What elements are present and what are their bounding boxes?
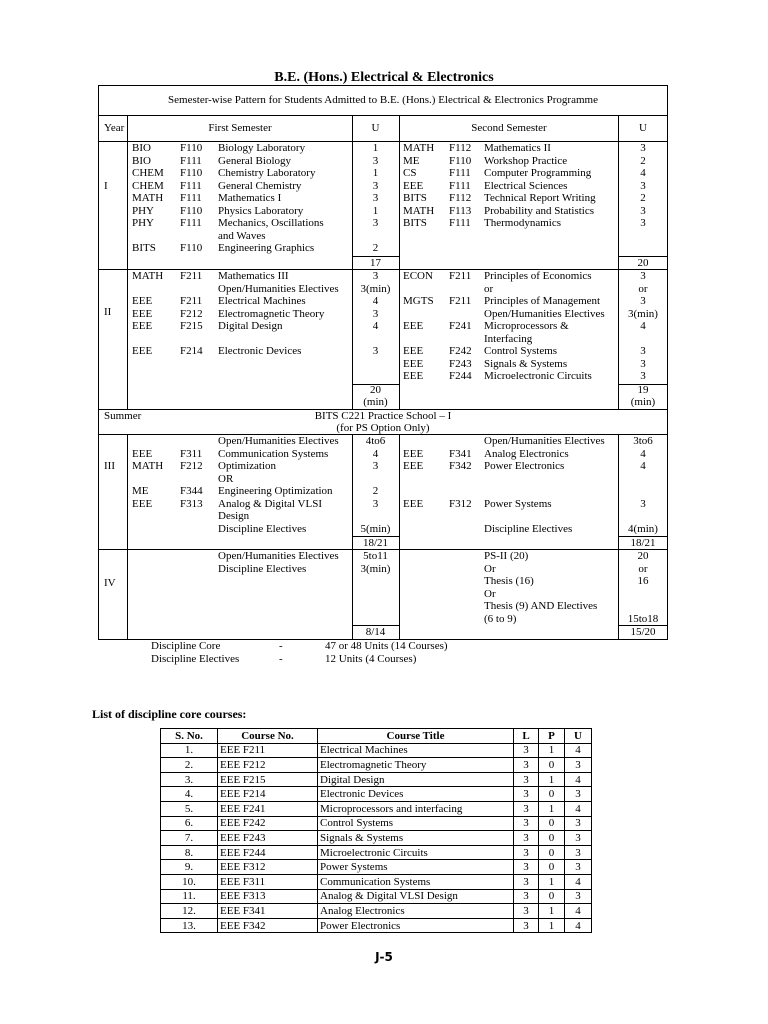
cell-course-title: Microprocessors and interfacing bbox=[318, 801, 514, 816]
cell-text: F211 bbox=[180, 295, 203, 307]
cell-text: 16 bbox=[637, 575, 649, 587]
table-row bbox=[161, 874, 592, 889]
cell-text: Probability and Statistics bbox=[484, 204, 594, 217]
page-number: J-5 bbox=[375, 950, 393, 964]
cell-text: 1 bbox=[372, 167, 379, 179]
year2-second-total: 19 bbox=[637, 384, 649, 396]
table-row bbox=[161, 787, 592, 802]
cell-sno: 6. bbox=[161, 816, 218, 831]
cell-text: Open/Humanities Electives bbox=[218, 435, 339, 447]
cell-u: 4 bbox=[565, 743, 592, 758]
cell-text: Chemistry Laboratory bbox=[218, 167, 316, 179]
cell-text: 4 bbox=[640, 460, 646, 472]
cell-text: 3 bbox=[640, 204, 646, 217]
cell-text: F110 bbox=[180, 167, 203, 179]
cell-sno: 13. bbox=[161, 918, 218, 933]
cell-text: 4 bbox=[640, 447, 646, 460]
cell-text: 3(min) bbox=[628, 307, 658, 320]
cell-text: EEE bbox=[132, 307, 153, 320]
cell-course-title: Digital Design bbox=[318, 772, 514, 787]
cell-p: 1 bbox=[539, 904, 565, 919]
cell-text: BITS bbox=[132, 242, 156, 254]
cell-text: Discipline Electives bbox=[218, 522, 307, 535]
cell-text: Power Electronics bbox=[484, 460, 565, 472]
cell-text: BITS bbox=[403, 217, 427, 229]
cell-course-title: Power Electronics bbox=[318, 918, 514, 933]
cell-text: F244 bbox=[449, 370, 472, 382]
cell-text: EEE bbox=[403, 370, 424, 382]
cell-text: 3(min) bbox=[360, 562, 391, 575]
cell-text: EEE bbox=[403, 447, 424, 460]
year1-first-total: 17 bbox=[370, 257, 381, 269]
cell-course-no: EEE F312 bbox=[218, 860, 318, 875]
cell-p: 1 bbox=[539, 743, 565, 758]
cell-text: 4 bbox=[372, 447, 379, 460]
header-year: Year bbox=[104, 122, 125, 134]
cell-course-title: Electrical Machines bbox=[318, 743, 514, 758]
cell-sno: 9. bbox=[161, 860, 218, 875]
cell-l: 3 bbox=[514, 889, 539, 904]
cell-u: 3 bbox=[565, 816, 592, 831]
table-row bbox=[161, 860, 592, 875]
cell-course-title: Microelectronic Circuits bbox=[318, 845, 514, 860]
cell-course-no: EEE F341 bbox=[218, 904, 318, 919]
cell-text: F110 bbox=[180, 142, 203, 154]
cell-text: 20 bbox=[637, 550, 649, 562]
cell-l: 3 bbox=[514, 772, 539, 787]
cell-text: 3 bbox=[372, 345, 379, 357]
cell-text: Technical Report Writing bbox=[484, 192, 596, 204]
cell-p: 0 bbox=[539, 860, 565, 875]
cell-l: 3 bbox=[514, 801, 539, 816]
year-label-4: IV bbox=[104, 577, 116, 589]
cell-text: Principles of Management bbox=[484, 295, 601, 307]
cell-text: EEE bbox=[132, 320, 153, 332]
cell-text: F110 bbox=[180, 242, 203, 254]
cell-p: 1 bbox=[539, 918, 565, 933]
cell-text: MATH bbox=[132, 192, 164, 204]
cell-text: Electromagnetic Theory bbox=[218, 307, 325, 320]
cell-course-no: EEE F342 bbox=[218, 918, 318, 933]
cell-text: 4 bbox=[372, 295, 379, 307]
cell-u: 3 bbox=[565, 787, 592, 802]
cell-text: EEE bbox=[132, 497, 153, 510]
cell-u: 4 bbox=[565, 904, 592, 919]
cell-text: Open/Humanities Electives bbox=[218, 282, 339, 295]
cell-l: 3 bbox=[514, 758, 539, 773]
cell-text: F214 bbox=[180, 345, 203, 357]
cell-text: Open/Humanities Electives bbox=[218, 550, 339, 562]
cell-u: 3 bbox=[565, 831, 592, 846]
cell-text: F212 bbox=[180, 460, 203, 472]
cell-p: 1 bbox=[539, 801, 565, 816]
cell-text: EEE bbox=[403, 460, 424, 472]
cell-l: 3 bbox=[514, 860, 539, 875]
cell-text: 3 bbox=[640, 357, 646, 370]
cell-text: Thermodynamics bbox=[484, 217, 561, 229]
year4-second-total: 15/20 bbox=[630, 626, 656, 638]
cell-text: - bbox=[279, 653, 283, 665]
cell-course-title: Electromagnetic Theory bbox=[318, 758, 514, 773]
table-row bbox=[161, 772, 592, 787]
cell-l: 3 bbox=[514, 787, 539, 802]
cell-u: 3 bbox=[565, 889, 592, 904]
cell-text: MATH bbox=[403, 204, 435, 217]
cell-l: 3 bbox=[514, 743, 539, 758]
table-row bbox=[161, 743, 592, 758]
cell-text: 3 bbox=[640, 142, 646, 154]
cell-sno: 2. bbox=[161, 758, 218, 773]
cell-p: 1 bbox=[539, 874, 565, 889]
cell-text: F110 bbox=[449, 154, 472, 167]
table-row bbox=[161, 816, 592, 831]
cell-text: F111 bbox=[449, 167, 471, 179]
cell-course-title: Power Systems bbox=[318, 860, 514, 875]
col-course-no: Course No. bbox=[218, 729, 318, 744]
cell-sno: 3. bbox=[161, 772, 218, 787]
cell-p: 0 bbox=[539, 845, 565, 860]
cell-text: 3 bbox=[372, 154, 379, 167]
cell-text: MGTS bbox=[403, 295, 434, 307]
cell-u: 3 bbox=[565, 860, 592, 875]
cell-text: Thesis (16) bbox=[484, 575, 534, 587]
cell-course-no: EEE F211 bbox=[218, 743, 318, 758]
cell-text: Summer bbox=[104, 410, 142, 422]
cell-l: 3 bbox=[514, 918, 539, 933]
cell-text: 2 bbox=[372, 242, 379, 254]
cell-sno: 4. bbox=[161, 787, 218, 802]
cell-text: Biology Laboratory bbox=[218, 142, 306, 154]
cell-text: PHY bbox=[132, 204, 155, 217]
cell-text: F242 bbox=[449, 345, 472, 357]
cell-text: or bbox=[638, 282, 648, 295]
cell-text: F111 bbox=[180, 179, 202, 192]
cell-course-title: Analog & Digital VLSI Design bbox=[318, 889, 514, 904]
cell-text: F111 bbox=[180, 217, 202, 229]
cell-text: 3 bbox=[372, 497, 379, 510]
cell-text: (min) bbox=[363, 396, 388, 408]
cell-text: 3 bbox=[640, 370, 646, 382]
cell-text: 4(min) bbox=[628, 522, 658, 535]
cell-text: Physics Laboratory bbox=[218, 204, 304, 217]
cell-text: F341 bbox=[449, 447, 472, 460]
cell-text: 1 bbox=[372, 142, 379, 154]
cell-text: Discipline Electives bbox=[218, 562, 307, 575]
cell-text: CHEM bbox=[132, 179, 164, 192]
cell-text: Mechanics, Oscillations bbox=[218, 217, 324, 229]
year1-second-total: 20 bbox=[637, 257, 649, 269]
cell-text: Computer Programming bbox=[484, 167, 592, 179]
cell-p: 0 bbox=[539, 889, 565, 904]
col-p: P bbox=[539, 729, 565, 744]
cell-text: 3 bbox=[372, 460, 379, 472]
cell-text: 2 bbox=[372, 485, 379, 497]
cell-text: Power Systems bbox=[484, 498, 552, 510]
cell-text: Interfacing bbox=[484, 332, 533, 345]
cell-text: - bbox=[279, 640, 283, 652]
cell-l: 3 bbox=[514, 904, 539, 919]
year3-first-total: 18/21 bbox=[362, 537, 389, 549]
cell-text: Principles of Economics bbox=[484, 270, 592, 282]
cell-course-no: EEE F242 bbox=[218, 816, 318, 831]
cell-course-title: Control Systems bbox=[318, 816, 514, 831]
table-row bbox=[161, 845, 592, 860]
cell-text: CHEM bbox=[132, 167, 164, 179]
cell-text: (min) bbox=[630, 396, 656, 408]
cell-text: Discipline Electives bbox=[484, 522, 573, 535]
cell-text: (6 to 9) bbox=[484, 612, 517, 625]
cell-course-no: EEE F313 bbox=[218, 889, 318, 904]
cell-text: F243 bbox=[449, 357, 472, 370]
cell-text: F311 bbox=[180, 447, 203, 460]
cell-text: F215 bbox=[180, 320, 203, 332]
cell-text: Signals & Systems bbox=[484, 357, 568, 370]
cell-text: Communication Systems bbox=[218, 447, 329, 460]
cell-text: BIO bbox=[132, 142, 151, 154]
cell-course-no: EEE F244 bbox=[218, 845, 318, 860]
table-row bbox=[161, 801, 592, 816]
cell-text: F111 bbox=[449, 179, 471, 192]
cell-u: 3 bbox=[565, 758, 592, 773]
cell-text: EEE bbox=[132, 447, 153, 460]
cell-text: 3 bbox=[640, 345, 646, 357]
cell-text: 4to6 bbox=[365, 435, 386, 447]
cell-text: Design bbox=[218, 510, 250, 522]
cell-text: BIO bbox=[132, 154, 151, 167]
cell-text: Mathematics II bbox=[484, 142, 551, 154]
cell-sno: 12. bbox=[161, 904, 218, 919]
header-units-first: U bbox=[371, 122, 380, 134]
col-l: L bbox=[514, 729, 539, 744]
cell-text: F111 bbox=[180, 154, 202, 167]
col-u: U bbox=[565, 729, 592, 744]
cell-text: Microelectronic Circuits bbox=[484, 370, 592, 382]
cell-course-no: EEE F311 bbox=[218, 874, 318, 889]
cell-text: EEE bbox=[403, 345, 424, 357]
cell-text: Mathematics III bbox=[218, 270, 289, 282]
header-first-semester: First Semester bbox=[208, 122, 272, 134]
table-row bbox=[161, 889, 592, 904]
cell-text: Open/Humanities Electives bbox=[484, 307, 605, 320]
cell-l: 3 bbox=[514, 831, 539, 846]
cell-text: or bbox=[638, 562, 648, 575]
year-label-3: III bbox=[104, 460, 115, 472]
cell-course-no: EEE F241 bbox=[218, 801, 318, 816]
cell-text: 3 bbox=[640, 217, 646, 229]
table-row bbox=[161, 758, 592, 773]
cell-text: and Waves bbox=[218, 229, 266, 242]
cell-text: 1 bbox=[372, 204, 379, 217]
cell-text: Mathematics I bbox=[218, 192, 282, 204]
cell-p: 0 bbox=[539, 831, 565, 846]
cell-text: Electrical Machines bbox=[218, 295, 306, 307]
table-subtitle: Semester-wise Pattern for Students Admitted to B.E. (Hons.) Electrical & Electronics Programme bbox=[168, 94, 598, 106]
cell-text: F211 bbox=[449, 270, 472, 282]
cell-text: 5(min) bbox=[360, 522, 391, 535]
header-second-semester: Second Semester bbox=[471, 122, 547, 134]
cell-text: F344 bbox=[180, 485, 203, 497]
cell-text: 4 bbox=[372, 320, 379, 332]
cell-text: EEE bbox=[132, 295, 153, 307]
cell-u: 4 bbox=[565, 772, 592, 787]
cell-p: 0 bbox=[539, 816, 565, 831]
core-courses-heading: List of discipline core courses: bbox=[92, 707, 247, 721]
cell-text: Optimization bbox=[218, 460, 277, 472]
cell-text: Electronic Devices bbox=[218, 345, 302, 357]
cell-text: 2 bbox=[640, 154, 646, 167]
cell-text: F112 bbox=[449, 142, 472, 154]
cell-text: 3 bbox=[640, 498, 646, 510]
cell-text: 3 bbox=[640, 295, 646, 307]
cell-sno: 8. bbox=[161, 845, 218, 860]
cell-text: OR bbox=[218, 472, 234, 485]
cell-text: 3 bbox=[372, 217, 379, 229]
table-row bbox=[161, 831, 592, 846]
cell-text: 3 bbox=[372, 192, 379, 204]
year-label-2: II bbox=[104, 306, 112, 318]
cell-text: Analog Electronics bbox=[484, 447, 569, 460]
cell-text: CS bbox=[403, 167, 417, 179]
cell-text: 2 bbox=[640, 192, 646, 204]
cell-text: 47 or 48 Units (14 Courses) bbox=[325, 640, 448, 652]
cell-sno: 11. bbox=[161, 889, 218, 904]
cell-text: MATH bbox=[403, 142, 435, 154]
cell-p: 0 bbox=[539, 758, 565, 773]
year2-first-total: 20 bbox=[370, 384, 381, 396]
cell-course-no: EEE F214 bbox=[218, 787, 318, 802]
cell-text: Control Systems bbox=[484, 345, 558, 357]
cell-text: 3 bbox=[372, 270, 379, 282]
cell-text: MATH bbox=[132, 460, 164, 472]
cell-text: Analog & Digital VLSI bbox=[218, 497, 322, 510]
cell-text: ME bbox=[132, 485, 149, 497]
cell-l: 3 bbox=[514, 874, 539, 889]
cell-course-no: EEE F243 bbox=[218, 831, 318, 846]
table-row bbox=[161, 918, 592, 933]
cell-text: 15to18 bbox=[627, 612, 659, 625]
cell-text: PHY bbox=[132, 217, 155, 229]
cell-text: F112 bbox=[449, 192, 472, 204]
cell-text: F111 bbox=[180, 192, 202, 204]
cell-text: EEE bbox=[403, 498, 424, 510]
cell-text: Or bbox=[484, 587, 496, 600]
cell-sno: 10. bbox=[161, 874, 218, 889]
cell-text: 4 bbox=[640, 320, 646, 332]
cell-text: F211 bbox=[180, 270, 203, 282]
cell-text: Open/Humanities Electives bbox=[484, 435, 605, 447]
cell-sno: 7. bbox=[161, 831, 218, 846]
cell-text: or bbox=[484, 282, 494, 295]
cell-text: F212 bbox=[180, 307, 203, 320]
cell-text: 5to11 bbox=[363, 550, 388, 562]
cell-text: F313 bbox=[180, 497, 203, 510]
cell-u: 4 bbox=[565, 801, 592, 816]
cell-p: 0 bbox=[539, 787, 565, 802]
cell-text: BITS C221 Practice School – I bbox=[314, 410, 452, 422]
cell-course-title: Communication Systems bbox=[318, 874, 514, 889]
cell-text: EEE bbox=[403, 320, 424, 332]
cell-text: F241 bbox=[449, 320, 472, 332]
cell-text: ECON bbox=[403, 270, 433, 282]
cell-course-title: Analog Electronics bbox=[318, 904, 514, 919]
cell-l: 3 bbox=[514, 845, 539, 860]
cell-course-no: EEE F212 bbox=[218, 758, 318, 773]
cell-text: F110 bbox=[180, 204, 203, 217]
cell-text: EEE bbox=[132, 345, 153, 357]
year3-second-total: 18/21 bbox=[630, 537, 656, 549]
cell-text: 3(min) bbox=[360, 282, 391, 295]
cell-u: 4 bbox=[565, 918, 592, 933]
cell-text: Engineering Graphics bbox=[218, 242, 315, 254]
cell-text: 3 bbox=[640, 179, 646, 192]
cell-course-no: EEE F215 bbox=[218, 772, 318, 787]
cell-text: F113 bbox=[449, 204, 472, 217]
cell-u: 3 bbox=[565, 845, 592, 860]
cell-text: Discipline Electives bbox=[151, 653, 240, 665]
cell-text: Digital Design bbox=[218, 320, 283, 332]
cell-p: 1 bbox=[539, 772, 565, 787]
cell-text: Electrical Sciences bbox=[484, 179, 568, 192]
cell-text: 3 bbox=[372, 179, 379, 192]
cell-text: General Biology bbox=[218, 154, 292, 167]
cell-l: 3 bbox=[514, 816, 539, 831]
cell-text: ME bbox=[403, 154, 420, 167]
cell-text: (for PS Option Only) bbox=[336, 422, 430, 434]
cell-text: F342 bbox=[449, 460, 472, 472]
cell-u: 4 bbox=[565, 874, 592, 889]
year4-first-total: 8/14 bbox=[365, 626, 386, 638]
cell-text: Or bbox=[484, 562, 496, 575]
cell-text: Discipline Core bbox=[151, 640, 221, 652]
cell-text: EEE bbox=[403, 357, 424, 370]
cell-text: Workshop Practice bbox=[484, 154, 568, 167]
page-title: B.E. (Hons.) Electrical & Electronics bbox=[274, 70, 494, 85]
cell-text: 12 Units (4 Courses) bbox=[325, 653, 417, 665]
cell-text: PS-II (20) bbox=[484, 550, 529, 562]
cell-text: General Chemistry bbox=[218, 179, 302, 192]
cell-text: Engineering Optimization bbox=[218, 485, 333, 497]
header-units-second: U bbox=[639, 122, 647, 134]
cell-course-title: Electronic Devices bbox=[318, 787, 514, 802]
cell-text: 3 bbox=[372, 307, 379, 320]
cell-text: 3to6 bbox=[633, 435, 653, 447]
cell-text: EEE bbox=[403, 179, 424, 192]
cell-text: MATH bbox=[132, 270, 164, 282]
cell-course-title: Signals & Systems bbox=[318, 831, 514, 846]
core-courses-table bbox=[160, 728, 592, 933]
cell-text: 4 bbox=[640, 167, 646, 179]
cell-sno: 5. bbox=[161, 801, 218, 816]
table-row bbox=[161, 904, 592, 919]
col-sno: S. No. bbox=[161, 729, 218, 744]
cell-text: Thesis (9) AND Electives bbox=[484, 600, 598, 612]
cell-text: BITS bbox=[403, 192, 427, 204]
cell-sno: 1. bbox=[161, 743, 218, 758]
col-course-title: Course Title bbox=[318, 729, 514, 744]
cell-text: F111 bbox=[449, 217, 471, 229]
cell-text: 3 bbox=[640, 270, 646, 282]
year-label-1: I bbox=[104, 180, 108, 192]
cell-text: F312 bbox=[449, 498, 472, 510]
cell-text: F211 bbox=[449, 295, 472, 307]
cell-text: Microprocessors & bbox=[484, 320, 569, 332]
